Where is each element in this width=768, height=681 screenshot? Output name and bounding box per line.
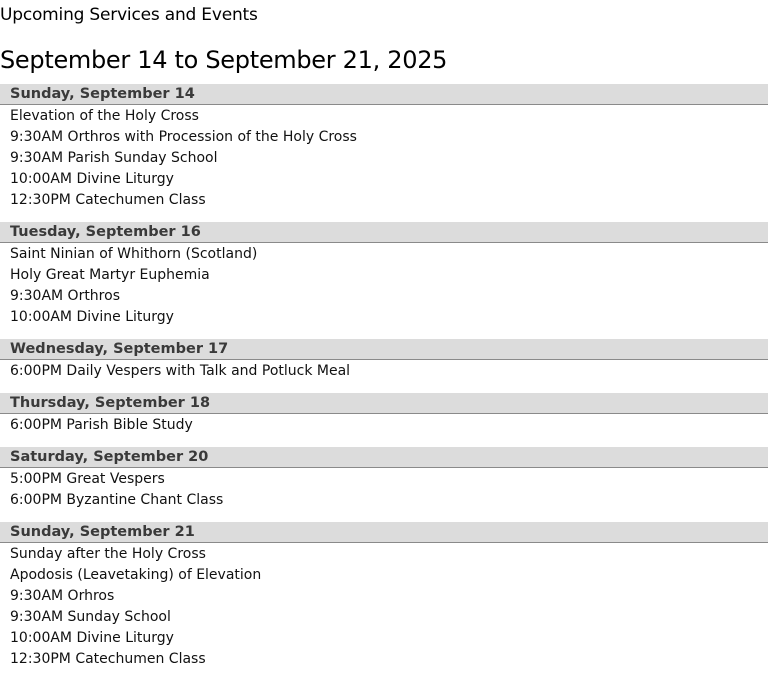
day-entries: [0, 243, 768, 328]
event-entry: 10:00AM Divine Liturgy: [10, 309, 174, 325]
day-entries: [0, 360, 768, 382]
schedule-list: [0, 84, 768, 681]
page-title: Upcoming Services and Events: [0, 5, 258, 25]
event-entry: 6:00PM Parish Bible Study: [10, 417, 193, 433]
day-entries: [0, 468, 768, 511]
event-entry: Apodosis (Leavetaking) of Elevation: [10, 567, 262, 583]
event-entry: 5:00PM Great Vespers: [10, 471, 165, 487]
day-header: Sunday, September 14: [0, 84, 768, 105]
day-entries: [0, 414, 768, 436]
event-entry: 12:30PM Catechumen Class: [10, 192, 206, 208]
event-entry: 6:00PM Daily Vespers with Talk and Potluck Meal: [10, 363, 351, 379]
event-entry: 12:30PM Catechumen Class: [10, 651, 206, 667]
event-entry: 9:30AM Orthros with Procession of the Holy Cross: [10, 129, 357, 145]
event-entry: 10:00AM Divine Liturgy: [10, 630, 174, 646]
day-section: [0, 339, 768, 382]
event-entry: Elevation of the Holy Cross: [10, 108, 199, 124]
day-section: [0, 84, 768, 211]
day-entries: [0, 105, 768, 211]
day-header: Wednesday, September 17: [0, 339, 768, 360]
day-section: [0, 393, 768, 436]
event-entry: Holy Great Martyr Euphemia: [10, 267, 210, 283]
event-entry: Sunday after the Holy Cross: [10, 546, 206, 562]
day-section: [0, 447, 768, 511]
day-section: [0, 222, 768, 328]
event-entry: 10:00AM Divine Liturgy: [10, 171, 174, 187]
day-section: [0, 522, 768, 670]
event-entry: 9:30AM Sunday School: [10, 609, 171, 625]
day-header: Thursday, September 18: [0, 393, 768, 414]
event-entry: Saint Ninian of Whithorn (Scotland): [10, 246, 258, 262]
day-header: Saturday, September 20: [0, 447, 768, 468]
event-entry: 9:30AM Orthros: [10, 288, 120, 304]
day-header: Tuesday, September 16: [0, 222, 768, 243]
event-entry: 9:30AM Orhros: [10, 588, 115, 604]
day-entries: [0, 543, 768, 670]
event-entry: 9:30AM Parish Sunday School: [10, 150, 218, 166]
date-range-heading: September 14 to September 21, 2025: [0, 46, 448, 74]
day-header: Sunday, September 21: [0, 522, 768, 543]
event-entry: 6:00PM Byzantine Chant Class: [10, 492, 224, 508]
